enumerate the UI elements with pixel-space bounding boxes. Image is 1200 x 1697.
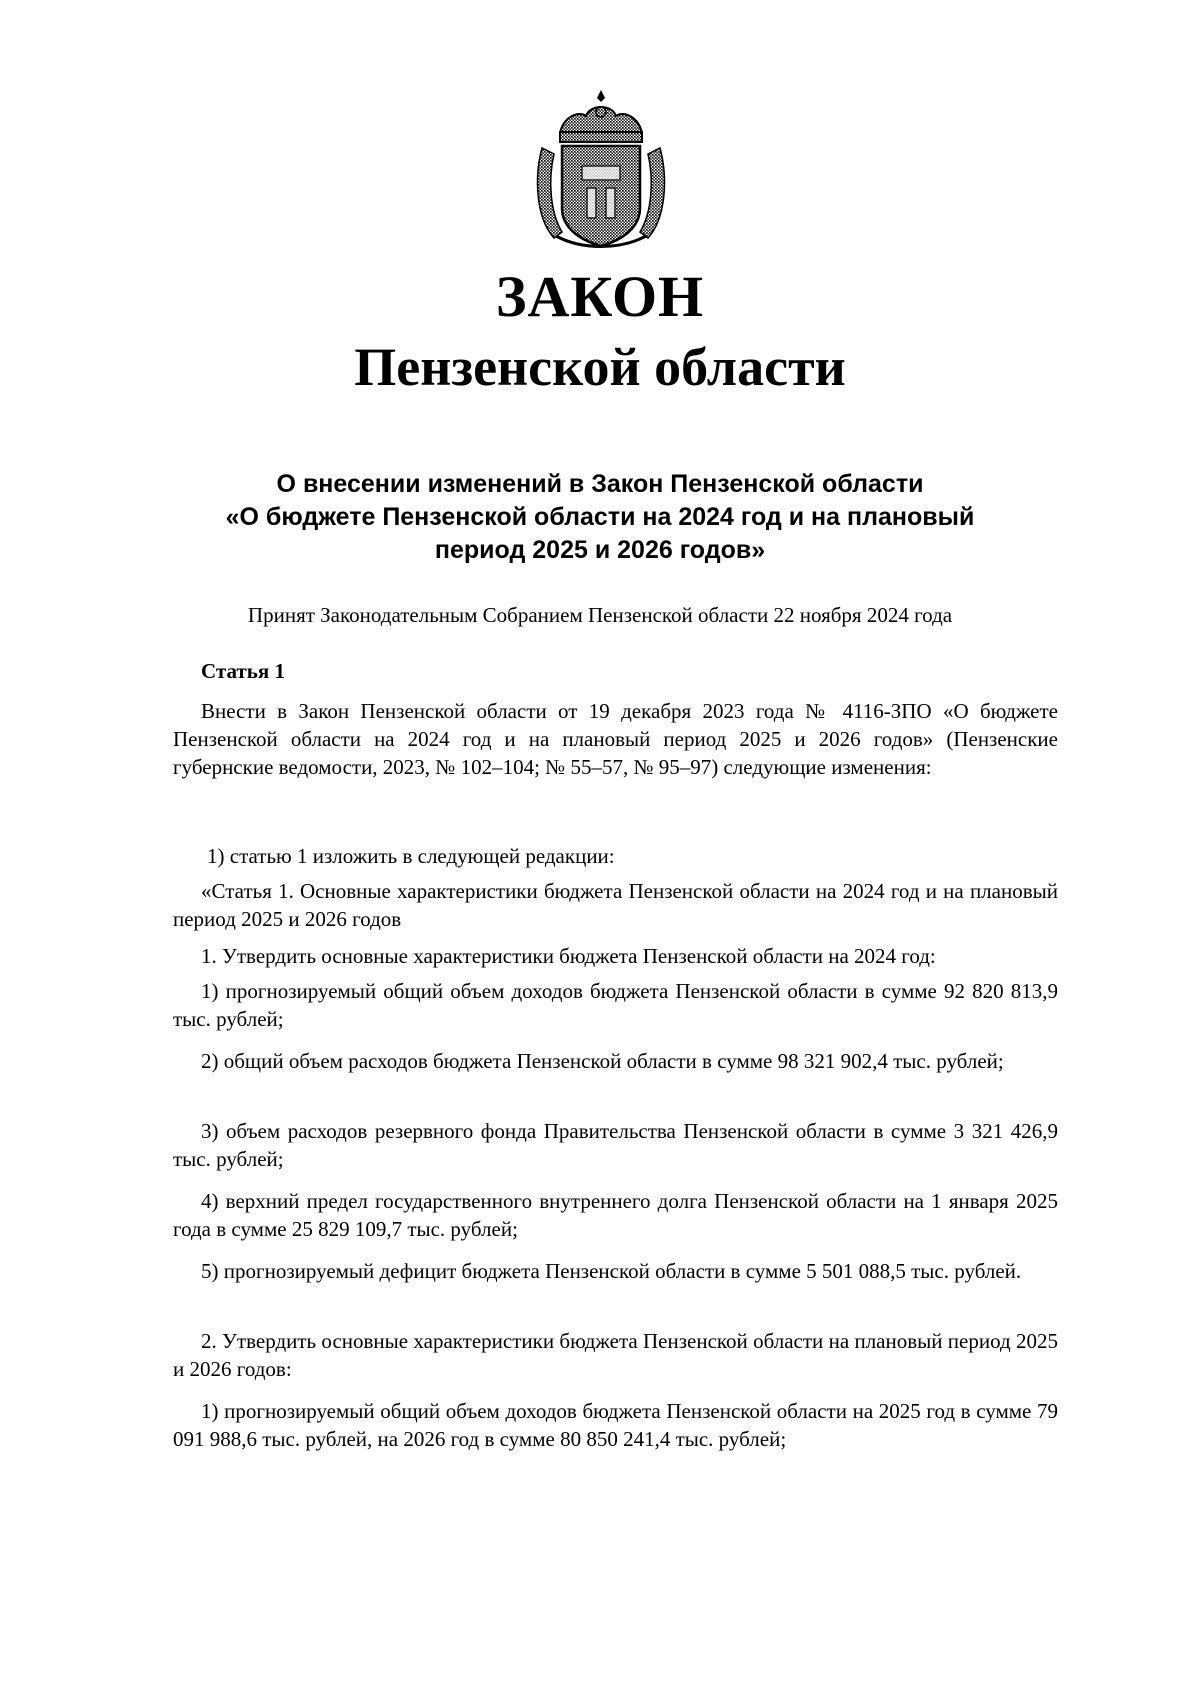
law-name — [150, 468, 1050, 567]
document-subtitle: Пензенской области — [354, 337, 846, 397]
adoption-note: Принят Законодательным Собранием Пензенской области 22 ноября 2024 года — [247, 603, 953, 627]
article-title: Статья 1 — [201, 659, 285, 683]
article-paragraph: 3) объем расходов резервного фонда Правительства Пензенской области в сумме 3 321 426,9 тыс. рублей; — [173, 1119, 1058, 1171]
article-paragraph: 5) прогнозируемый дефицит бюджета Пензенской области в сумме 5 501 088,5 тыс. рублей. — [201, 1259, 1022, 1283]
article-paragraph: 4) верхний предел государственного внутреннего долга Пензенской области на 1 января 2025 года в сумме 25 829 109,7 тыс. рублей; — [173, 1189, 1058, 1241]
article-paragraph: 1) статью 1 изложить в следующей редакции: — [207, 844, 615, 868]
article-paragraph: Внести в Закон Пензенской области от 19 декабря 2023 года № 4116-ЗПО «О бюджете Пензенской области на 2024 год и на плановый период 2025 и 2026 годов» (Пензенские губернские ведомости, 2023, № 102–104; № 55–57, № 95–97) следующие изменения: — [173, 699, 1058, 779]
document-title: ЗАКОН — [495, 264, 705, 329]
article-paragraph: 1. Утвердить основные характеристики бюджета Пензенской области на 2024 год: — [201, 944, 936, 968]
law-name-line: период 2025 и 2026 годов» — [434, 536, 766, 564]
article-paragraph: 2) общий объем расходов бюджета Пензенской области в сумме 98 321 902,4 тыс. рублей; — [201, 1049, 1004, 1073]
coat-of-arms-emblem — [532, 88, 670, 250]
law-name-line: О внесении изменений в Закон Пензенской области — [276, 470, 924, 498]
law-name-line: «О бюджете Пензенской области на 2024 год и на плановый — [225, 503, 975, 531]
article-paragraph: 1) прогнозируемый общий объем доходов бюджета Пензенской области в сумме 92 820 813,9 тыс. рублей; — [173, 979, 1058, 1031]
article-paragraph: 2. Утвердить основные характеристики бюджета Пензенской области на плановый период 2025 и 2026 годов: — [173, 1329, 1058, 1381]
article-paragraph: 1) прогнозируемый общий объем доходов бюджета Пензенской области на 2025 год в сумме 79 091 988,6 тыс. рублей, на 2026 год в сумме 80 850 241,4 тыс. рублей; — [173, 1399, 1058, 1451]
article-paragraph: «Статья 1. Основные характеристики бюджета Пензенской области на 2024 год и на плановый период 2025 и 2026 годов — [173, 879, 1058, 931]
